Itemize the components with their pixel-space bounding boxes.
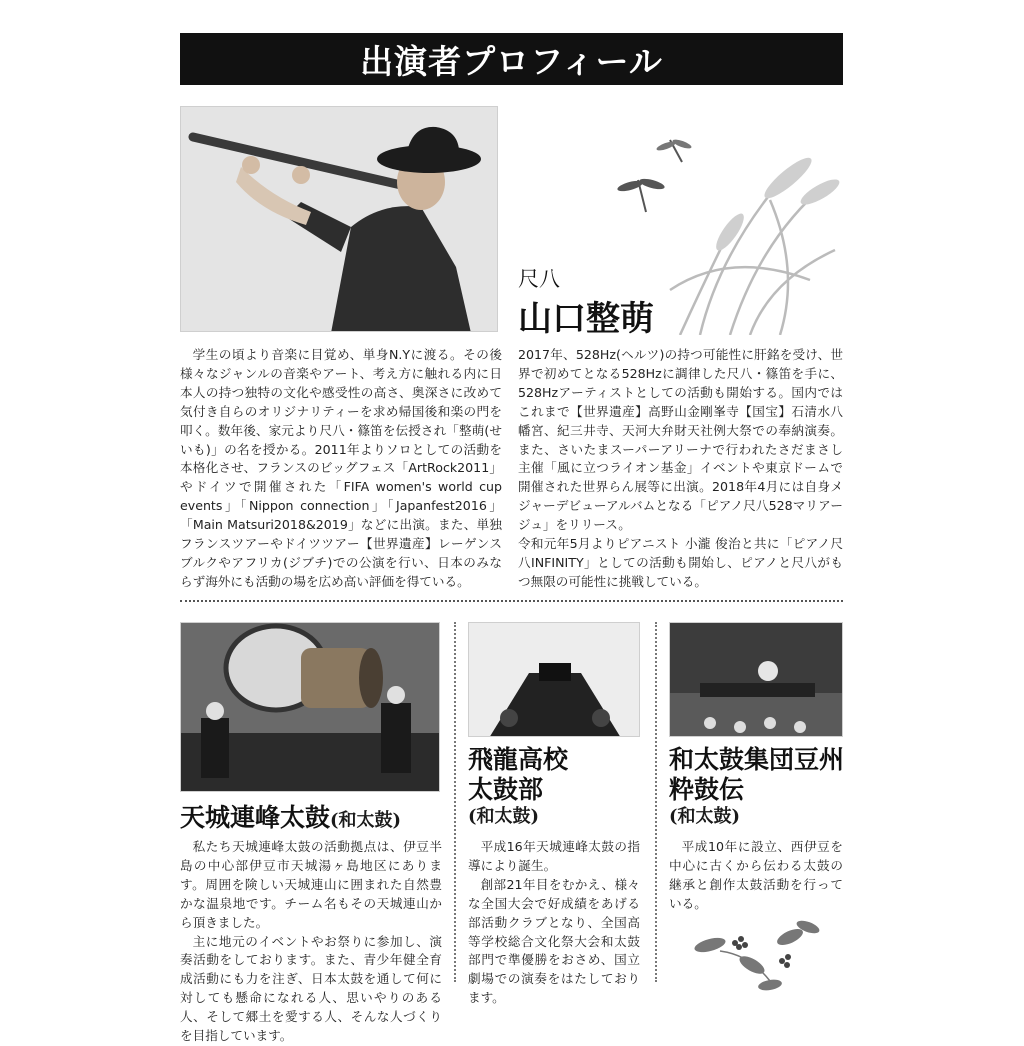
amagi-sub: (和太鼓) [330, 810, 402, 831]
izushu-p1: 平成10年に設立、西伊豆を中心に古くから伝わる太鼓の継承と創作太鼓活動を行っている。 [669, 839, 843, 911]
hiryu-taiko-photo [468, 622, 640, 737]
amagi-p1: 私たち天城連峰太鼓の活動拠点は、伊豆半島の中心部伊豆市天城湯ヶ島地区にあります。周囲を険しい天城連山に囲まれた自然豊かな温泉地です。チーム名もその天城連山から頂きました。 [180, 839, 442, 930]
flower-sprig-icon [690, 915, 830, 995]
amagi-name: 天城連峰太鼓 [180, 803, 331, 832]
shakuhachi-bio-right-p1: 2017年、528Hz(ヘルツ)の持つ可能性に肝銘を受け、世界で初めてとなる528Hzに調律した尺八・篠笛を手に、528Hzアーティストとしての活動も開始する。国内ではこれまで【世界遺産】高野山金剛峯寺【国宝】石清水八幡宮、紀三井寺、天河大弁財天社例大祭での奉納演奏。また、さいたまスーパーアリーナで行われたさだまさし主催「風に立つライオン基金」イベントや東京ドームで開催された世界らん展等に出演。2018年4月には自身メジャーデビューアルバムとなる「ピアノ尺八528マリアージュ」をリリース。 [518, 347, 843, 533]
hiryu-p2: 創部21年目をむかえ、様々な全国大会で好成績をあげる部活動クラブとなり、全国高等学校総合文化祭大会和太鼓部門で準優勝をおさめ、国立劇場での演奏をはたしております。 [468, 876, 640, 1006]
instrument-label: 尺八 [518, 267, 560, 291]
izushu-name-line1: 和太鼓集団豆州 [669, 745, 845, 774]
dragonfly-icon [616, 138, 692, 212]
izushu-name-line2: 粋鼓伝 [669, 775, 745, 804]
amagi-p2: 主に地元のイベントやお祭りに参加し、演奏活動をしております。また、青少年健全育成活動にも力を注ぎ、日本太鼓を通して何に対しても懸命になれる人、思いやりのある人、そして郷土を愛する人、そんな人づくりを目指しています。 [180, 933, 442, 1044]
shakuhachi-bio-right [518, 346, 843, 592]
hiryu-sub: (和太鼓) [468, 806, 540, 827]
izushu-taiko-illustration [670, 623, 843, 737]
column-divider-2 [655, 622, 657, 982]
shakuhachi-bio-left: 学生の頃より音楽に目覚め、単身N.Yに渡る。その後様々なジャンルの音楽やアート、考え方に触れる内に日本人の持つ独特の文化や感受性の高さ、奥深さに改めて気付き自らのオリジナリティーを求め帰国後和楽の門を叩く。数年後、家元より尺八・篠笛を伝授され「整萌(せいも)」の名を授かる。2011年よりソロとしての活動を本格化させ、フランスのビッグフェス「ArtRock2011」やドイツで開催された「FIFA women's world cup events」「Nippon connection」「Japanfest2016」「Main Matsuri2018&2019」などに出演。また、単独フランスツアーやドイツツアー【世界遺産】レーゲンスブルクやアフリカ(ジブチ)での公演を行い、日本のみならず海外にも活動の場を広め高い評価を得ている。 [180, 347, 502, 589]
shakuhachi-bio-right-p2: 令和元年5月よりピアニスト 小瀧 俊治と共に「ピアノ尺八INFINITY」としての活動も開始し、ピアノと尺八がもつ無限の可能性に挑戦している。 [518, 536, 843, 589]
hiryu-p1: 平成16年天城連峰太鼓の指導により誕生。 [468, 839, 640, 873]
performer-name: 山口整萌 [518, 299, 654, 339]
izushu-sub: (和太鼓) [669, 806, 741, 827]
izushu-heading [669, 745, 844, 805]
amagi-heading [180, 798, 442, 834]
taiko-drum-photo [180, 622, 440, 792]
hiryu-taiko-illustration [469, 623, 640, 737]
column-divider-1 [454, 622, 456, 982]
izushu-taiko-photo [669, 622, 843, 737]
hiryu-name-line1: 飛龍高校 [468, 745, 569, 774]
hiryu-name-line2: 太鼓部 [468, 775, 544, 804]
section-divider [180, 600, 843, 602]
shakuhachi-player-illustration [181, 107, 498, 332]
shakuhachi-player-photo [180, 106, 498, 332]
hiryu-heading [468, 745, 568, 805]
hiryu-description [468, 838, 640, 1008]
page-title: 出演者プロフィール [360, 41, 663, 81]
taiko-drum-illustration [181, 623, 440, 792]
page-title-banner [180, 33, 843, 85]
amagi-description [180, 838, 442, 1046]
